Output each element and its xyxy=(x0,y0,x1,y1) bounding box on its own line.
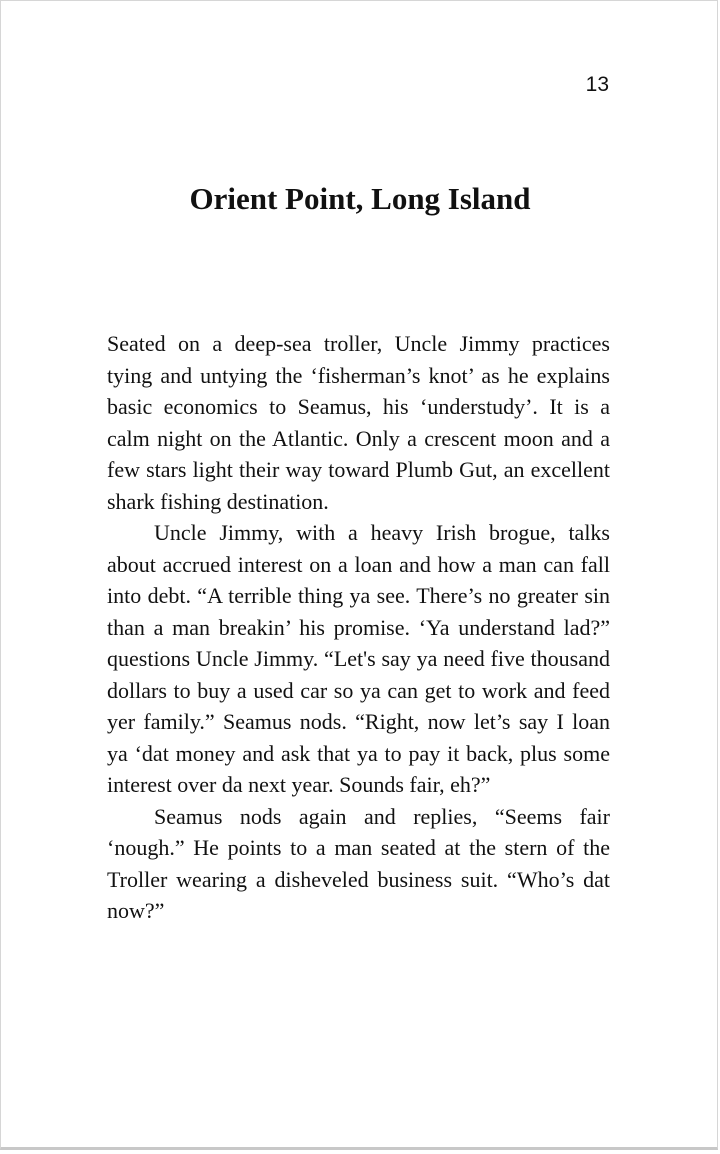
paragraph: Seamus nods again and replies, “Seems fair ‘nough.” He points to a man seated at the stern of the Troller wearing a disheveled business suit. “Who’s dat now?” xyxy=(107,803,610,923)
page-number: 13 xyxy=(585,73,609,96)
paragraph: Seated on a deep-sea troller, Uncle Jimmy practices tying and untying the ‘fisherman’s knot’ as he explains basic economics to Seamus, his ‘understudy’. It is a calm night on the Atlantic. Only a crescent moon and a few stars light their way toward Plumb Gut, an excellent shark fishing destination. xyxy=(107,331,610,514)
body-text xyxy=(107,328,610,927)
chapter-title: Orient Point, Long Island xyxy=(189,181,531,216)
paragraph: Uncle Jimmy, with a heavy Irish brogue, talks about accrued interest on a loan and how a man can fall into debt. “A terrible thing ya see. There’s no greater sin than a man breakin’ his promise. ‘Ya understand lad?” questions Uncle Jimmy. “Let's say ya need five thousand dollars to buy a used car so ya can get to work and feed yer family.” Seamus nods. “Right, now let’s say I loan ya ‘dat money and ask that ya to pay it back, plus some interest over da next year. Sounds fair, eh?” xyxy=(107,520,610,797)
